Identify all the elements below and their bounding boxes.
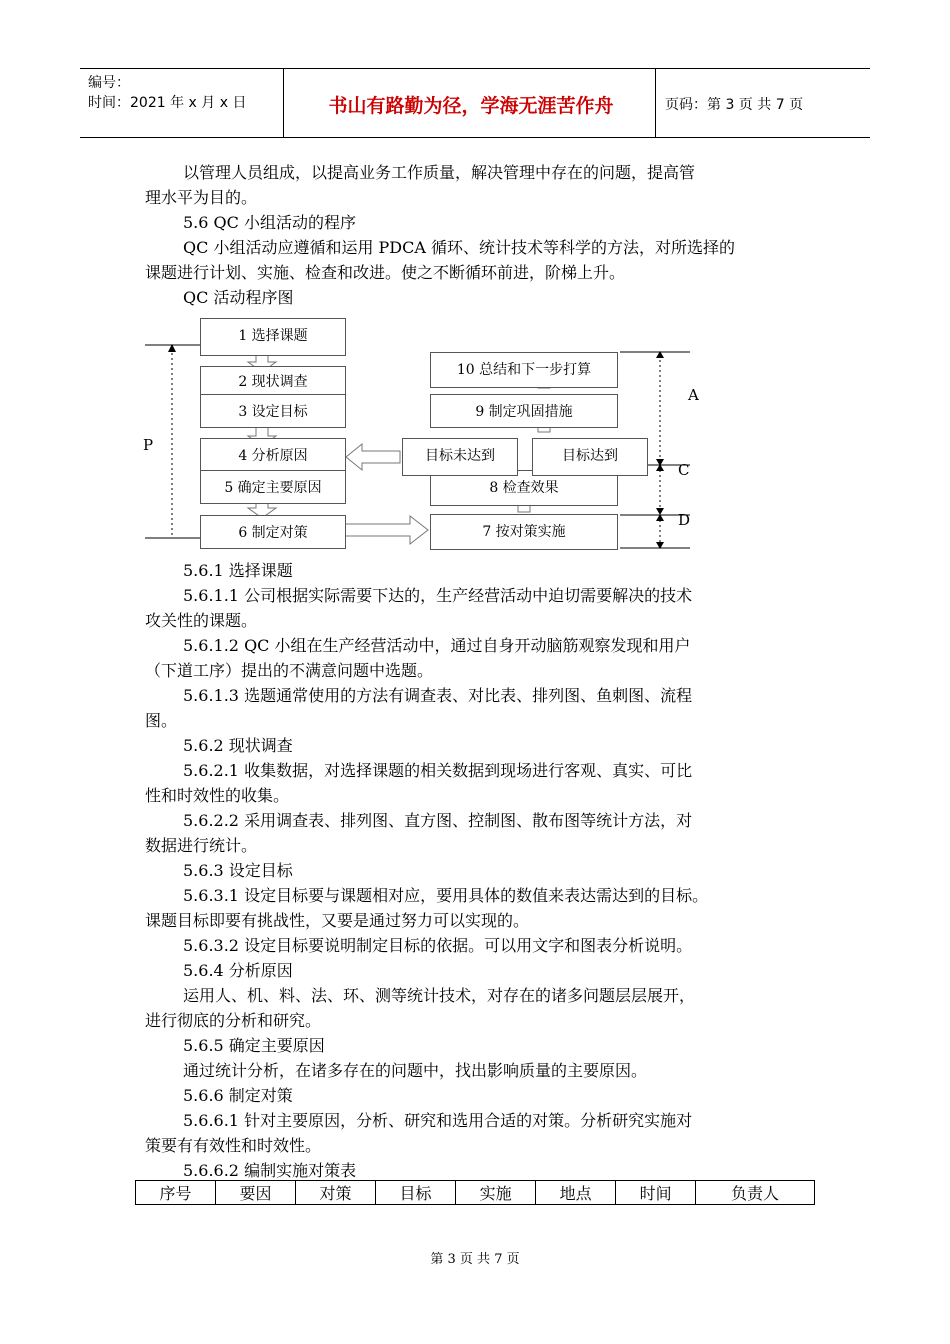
body-line: 5.6.1.2 QC 小组在生产经营活动中，通过自身开动脑筋观察发现和用户 xyxy=(183,636,691,655)
intro-line: 以管理人员组成，以提高业务工作质量，解决管理中存在的问题，提高管 xyxy=(183,163,696,182)
body-line: 性和时效性的收集。 xyxy=(145,786,290,805)
body-line: 数据进行统计。 xyxy=(145,836,258,855)
step-5-box: 5 确定主要原因 xyxy=(200,470,346,504)
intro-line: 理水平为目的。 xyxy=(145,188,258,207)
body-line: 5.6.6.2 编制实施对策表 xyxy=(183,1161,357,1180)
step-3-box: 3 设定目标 xyxy=(200,394,346,428)
table-header-row xyxy=(136,1181,815,1205)
step-10-box: 10 总结和下一步打算 xyxy=(430,352,618,388)
section-heading: 5.6 QC 小组活动的程序 xyxy=(183,213,356,232)
body-line: 通过统计分析，在诸多存在的问题中，找出影响质量的主要原因。 xyxy=(183,1061,648,1080)
step-1-box: 1 选择课题 xyxy=(200,318,346,356)
table-header-cell: 负责人 xyxy=(696,1181,815,1205)
table-header-cell: 序号 xyxy=(136,1181,216,1205)
body-line: 5.6.1.1 公司根据实际需要下达的，生产经营活动中迫切需要解决的技术 xyxy=(183,586,693,605)
table-header-cell: 要因 xyxy=(216,1181,296,1205)
section-heading: 5.6.5 确定主要原因 xyxy=(183,1036,325,1055)
phase-label-c: C xyxy=(678,461,690,479)
number-label: 编号： xyxy=(88,75,130,91)
body-line: 5.6.2.1 收集数据，对选择课题的相关数据到现场进行客观、真实、可比 xyxy=(183,761,693,780)
body-line: 5.6.3.1 设定目标要与课题相对应，要用具体的数值来表达需达到的目标。 xyxy=(183,886,709,905)
section-heading: 5.6.1 选择课题 xyxy=(183,561,293,580)
section-heading: 5.6.4 分析原因 xyxy=(183,961,293,980)
phase-label-p: P xyxy=(143,436,154,454)
body-line: 课题目标即要有挑战性，又要是通过努力可以实现的。 xyxy=(145,911,530,930)
step-7-box: 7 按对策实施 xyxy=(430,514,618,550)
countermeasure-table xyxy=(135,1180,815,1205)
header-motto: 书山有路勤为径，学海无涯苦作舟 xyxy=(328,95,614,117)
table-header-cell: 目标 xyxy=(376,1181,456,1205)
intro-line: QC 小组活动应遵循和运用 PDCA 循环、统计技术等科学的方法，对所选择的 xyxy=(183,238,736,257)
body-line: 策要有有效性和时效性。 xyxy=(145,1136,322,1155)
step-2-box: 2 现状调查 xyxy=(200,366,346,396)
body-line: 5.6.3.2 设定目标要说明制定目标的依据。可以用文字和图表分析说明。 xyxy=(183,936,693,955)
target-met-box: 目标达到 xyxy=(532,438,648,476)
target-not-met-box: 目标未达到 xyxy=(402,438,518,476)
phase-label-d: D xyxy=(678,511,691,529)
step-4-box: 4 分析原因 xyxy=(200,438,346,472)
page-footer: 第 3 页 共 7 页 xyxy=(430,1252,520,1267)
table-header-cell: 实施 xyxy=(456,1181,536,1205)
table-header-cell: 地点 xyxy=(536,1181,616,1205)
step-6-box: 6 制定对策 xyxy=(200,515,346,549)
body-line: 5.6.1.3 选题通常使用的方法有调查表、对比表、排列图、鱼刺图、流程 xyxy=(183,686,693,705)
body-line: 5.6.2.2 采用调查表、排列图、直方图、控制图、散布图等统计方法，对 xyxy=(183,811,693,830)
step-8-box: 8 检查效果 xyxy=(430,470,618,506)
body-line: （下道工序）提出的不满意问题中选题。 xyxy=(145,661,434,680)
section-heading: 5.6.2 现状调查 xyxy=(183,736,293,755)
body-line: 进行彻底的分析和研究。 xyxy=(145,1011,322,1030)
body-line: 图。 xyxy=(145,711,178,730)
step-9-box: 9 制定巩固措施 xyxy=(430,394,618,428)
body-line: 5.6.6.1 针对主要原因，分析、研究和选用合适的对策。分析研究实施对 xyxy=(183,1111,693,1130)
time-label: 时间：2021 年 x 月 x 日 xyxy=(88,95,247,111)
body-line: 运用人、机、料、法、环、测等统计技术，对存在的诸多问题层层展开， xyxy=(183,986,696,1005)
figure-title: QC 活动程序图 xyxy=(183,288,294,307)
section-heading: 5.6.6 制定对策 xyxy=(183,1086,293,1105)
header-page-info: 页码：第 3 页 共 7 页 xyxy=(665,97,804,113)
table-header-cell: 时间 xyxy=(616,1181,696,1205)
table-header-cell: 对策 xyxy=(296,1181,376,1205)
body-line: 攻关性的课题。 xyxy=(145,611,258,630)
intro-line: 课题进行计划、实施、检查和改进。使之不断循环前进，阶梯上升。 xyxy=(145,263,626,282)
section-heading: 5.6.3 设定目标 xyxy=(183,861,293,880)
phase-label-a: A xyxy=(688,386,699,404)
